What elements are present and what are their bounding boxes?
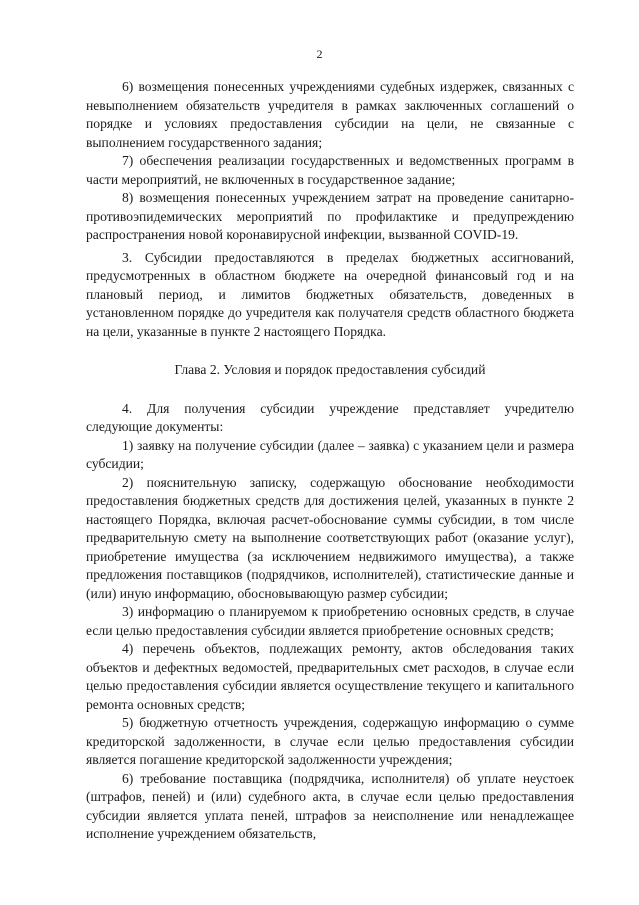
paragraph-item-6: 6) возмещения понесенных учреждениями судебных издержек, связанных с невыполнением обязательств учредителя в рамках заключенных соглашений о порядке и условиях предоставления субсидии на цели, не связанные с выполнением государственного задания; — [86, 79, 574, 150]
chapter-title: Глава 2. Условия и порядок предоставления субсидий — [174, 362, 486, 377]
paragraph-item-6b: 6) требование поставщика (подрядчика, исполнителя) об уплате неустоек (штрафов, пеней) и (или) судебного акта, в случае если целью предоставления субсидии является уплата пеней, штрафов за неисполнение или ненадлежащее исполнение учреждением обязательств, — [86, 770, 574, 841]
paragraph-item-3: 3) информацию о планируемом к приобретению основных средств, в случае если целью предоставления субсидии является приобретение основных средств; — [86, 604, 574, 638]
document-body — [86, 78, 574, 844]
page-number: 2 — [316, 47, 323, 61]
paragraph-3: 3. Субсидии предоставляются в пределах бюджетных ассигнований, предусмотренных в областном бюджете на очередной финансовый год и на плановый период, и лимитов бюджетных обязательств, доведенных в установленном порядке до учредителя как получателя средств областного бюджета на цели, указанные в пункте 2 настоящего Порядка. — [86, 249, 574, 339]
paragraph-item-5: 5) бюджетную отчетность учреждения, содержащую информацию о сумме кредиторской задолженности, в случае если целью предоставления субсидии является погашение кредиторской задолженности учреждения; — [86, 715, 574, 767]
paragraph-item-8: 8) возмещения понесенных учреждением затрат на проведение санитарно-противоэпидемических мероприятий по профилактике и предупреждению распространения новой коронавирусной инфекции, вызванной COVID-19. — [86, 190, 574, 242]
paragraph-item-1: 1) заявку на получение субсидии (далее – заявка) с указанием цели и размера субсидии; — [86, 437, 574, 471]
paragraph-item-4: 4) перечень объектов, подлежащих ремонту, актов обследования таких объектов и дефектных ведомостей, предварительных смет расходов, в случае если целью предоставления субсидии является осуществление текущего и капитального ремонта основных средств; — [86, 641, 574, 712]
paragraph-4: 4. Для получения субсидии учреждение представляет учредителю следующие документы: — [86, 400, 574, 434]
paragraph-item-7: 7) обеспечения реализации государственных и ведомственных программ в части мероприятий, не включенных в государственное задание; — [86, 153, 574, 187]
paragraph-item-2: 2) пояснительную записку, содержащую обоснование необходимости предоставления бюджетных средств для достижения целей, указанных в пункте 2 настоящего Порядка, включая расчет-обоснование суммы субсидии, в том числе предварительную смету на выполнение соответствующих работ (оказание услуг), приобретение имущества (за исключением недвижимого имущества), а также предложения поставщиков (подрядчиков, исполнителей), статистические данные и (или) иную информацию, обосновывающую размер субсидии; — [86, 474, 574, 601]
